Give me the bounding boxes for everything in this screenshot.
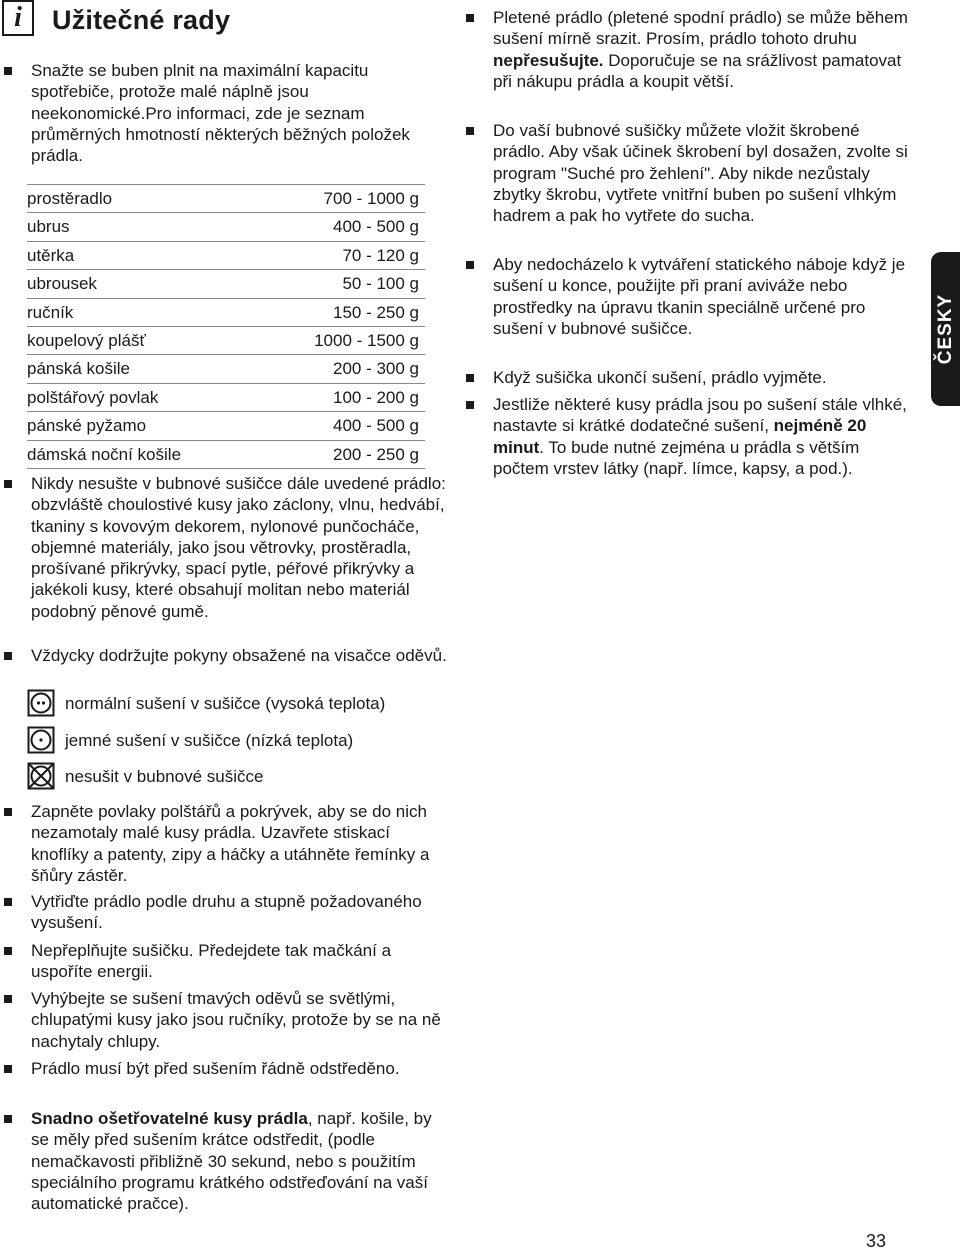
starch-text: Do vaší bubnové sušičky můžete vložit škrobené prádlo. Aby však účinek škrobení byl dosažen, zvolte si program "Suché pro žehlení". Aby nikde nezůstaly zbytky škrobu, vytřete vnitřní buben po sušení vlhkým hadrem a pak ho vytřete do sucha. [493,121,908,226]
item-name: prostěradlo [27,189,113,208]
damp-text-a: Jestliže některé kusy prádla jsou po sušení stále vlhké, nastavte si krátké dodatečné sušení, [493,395,907,436]
static-bullet [466,254,916,364]
damp-bold: nejméně 20 minut [493,416,867,457]
covers-bullet [4,801,450,887]
table-row [27,213,425,241]
table-row [27,184,425,213]
bullet-marker [4,995,12,1003]
bullet-marker [466,401,474,409]
damp-text [493,394,916,479]
item-weight: 150 - 250 g [332,302,419,322]
item-name: polštářový povlak [27,387,159,407]
starch-bullet [466,120,916,250]
table-row [27,299,425,327]
symbol-label: nesušit v bubnové sušičce [65,767,264,786]
bullet-marker [4,652,12,660]
table-row [27,384,425,412]
easy-care-bold: Snadno ošetřovatelné kusy prádla [31,1109,308,1128]
language-tab-label: ČESKY [934,293,956,365]
spin-text: Prádlo musí být před sušením řádně odstředěno. [31,1059,400,1078]
bullet-marker [4,947,12,955]
item-weight: 100 - 200 g [332,387,419,407]
bullet-marker [4,480,12,488]
easy-care-bullet [4,1108,450,1218]
bullet-marker [466,261,474,269]
bullet-marker [466,127,474,135]
symbol-label: jemné sušení v sušičce (nízká teplota) [65,731,354,750]
care-label-text: Vždycky dodržujte pokyny obsažené na visačce oděvů. [31,646,447,665]
item-weight: 70 - 120 g [342,245,419,265]
never-dry-text: Nikdy nesušte v bubnové sušičce dále uvedené prádlo: obzvláště choulostivé kusy jako záclony, vlnu, hedvábí, tkaniny s kovovým dekorem, nylonové punčocháče, objemné materiály, jako jsou větrovky, prostěradla, prošívané přikrývky, spací pytle, péřové přikrývky a jakékoli kusy, které obsahují molitan nebo materiál podobný pěnové gumě. [31,474,446,621]
table-row [27,270,425,298]
knit-text-a: Pletené prádlo (pletené spodní prádlo) se může během sušení mírně srazit. Prosím, prádlo tohoto druhu [493,8,908,49]
section-header [0,0,450,44]
do-not-tumble-dry-icon [27,762,55,790]
table-row [27,242,425,270]
dark-bullet [4,988,450,1054]
knit-text [493,7,916,92]
item-weight: 50 - 100 g [342,274,419,294]
damp-bullet [466,394,916,504]
item-name: utěrka [27,245,75,265]
item-name: ubrus [27,217,70,237]
overload-text: Nepřeplňujte sušičku. Předejdete tak mačkání a uspoříte energii. [31,941,392,982]
overload-bullet [4,940,450,984]
weight-table [27,184,425,469]
easy-care-rest: , např. košile, by se měly před sušením krátce odstředit, (podle nemačkavosti přibližně 30 sekund, nebo s použitím speciálního programu krátkého odstřeďování na vaší automatické pračce). [31,1109,432,1214]
language-tab [931,252,960,406]
item-name: ubrousek [27,274,97,294]
item-name: ručník [27,302,74,322]
never-dry-bullet [4,473,450,645]
item-name: pánská košile [27,359,131,379]
damp-text-b: . To bude nutné zejména u prádla s větším počtem vrstev látky (např. límce, kapsy, a pod.). [493,437,860,478]
bullet-marker [4,67,12,75]
sort-bullet [4,891,450,935]
bullet-marker [4,1065,12,1073]
knit-text-b: Doporučuje se na srážlivost pamatovat při nákupu prádla a koupit větší. [493,50,902,91]
bullet-marker [466,14,474,22]
page-title: Užitečné rady [52,5,231,35]
bullet-marker [4,898,12,906]
table-row [27,327,425,355]
bullet-marker [4,1115,12,1123]
item-weight: 200 - 300 g [332,359,419,379]
info-icon: i [2,0,34,36]
page-number: 33 [866,1231,887,1251]
bullet-marker [4,808,12,816]
bullet-marker [466,374,474,382]
intro-bullet [4,60,450,168]
item-weight: 400 - 500 g [332,416,419,436]
covers-text: Zapněte povlaky polštářů a pokrývek, aby se do nich nezamotaly malé kusy prádla. Uzavřete stiskací knoflíky a patenty, zipy a háčky a utáhněte řemínky a šňůry zástěr. [31,802,430,885]
table-row [27,441,425,469]
spin-bullet [4,1058,450,1102]
dark-text: Vyhýbejte se sušení tmavých oděvů se světlými, chlupatými kusy jako jsou ručníky, protože by se na ně nachytaly chlupy. [31,989,441,1051]
table-row [27,412,425,440]
sort-text: Vytřiďte prádlo podle druhu a stupně požadovaného vysušení. [31,892,422,933]
remove-bullet [466,367,916,389]
easy-care-text [31,1108,450,1214]
item-name: koupelový plášť [27,330,146,350]
symbol-label: normální sušení v sušičce (vysoká teplota) [65,694,386,713]
item-name: pánské pyžamo [27,416,147,436]
knit-bullet [466,7,916,115]
item-weight: 200 - 250 g [332,444,419,464]
item-name: dámská noční košile [27,444,182,464]
static-text: Aby nedocházelo k vytváření statického náboje když je sušení u konce, použijte při praní aviváže nebo prostředky na úpravu tkanin speciálně určené pro sušení v bubnové sušičce. [493,255,906,338]
item-weight: 1000 - 1500 g [314,330,419,350]
intro-text: Snažte se buben plnit na maximální kapacitu spotřebiče, protože malé náplně jsou neekonomické.Pro informaci, zde je seznam průměrných hmotností některých běžných položek prádla. [31,61,410,166]
knit-bold: nepřesušujte. [493,50,604,70]
care-label-bullet [4,645,450,689]
tumble-dry-low-icon [27,726,55,754]
table-row [27,355,425,383]
item-weight: 400 - 500 g [332,217,419,237]
remove-text: Když sušička ukončí sušení, prádlo vyjměte. [493,368,827,387]
tumble-dry-normal-icon [27,689,55,717]
item-weight: 700 - 1000 g [323,189,419,208]
